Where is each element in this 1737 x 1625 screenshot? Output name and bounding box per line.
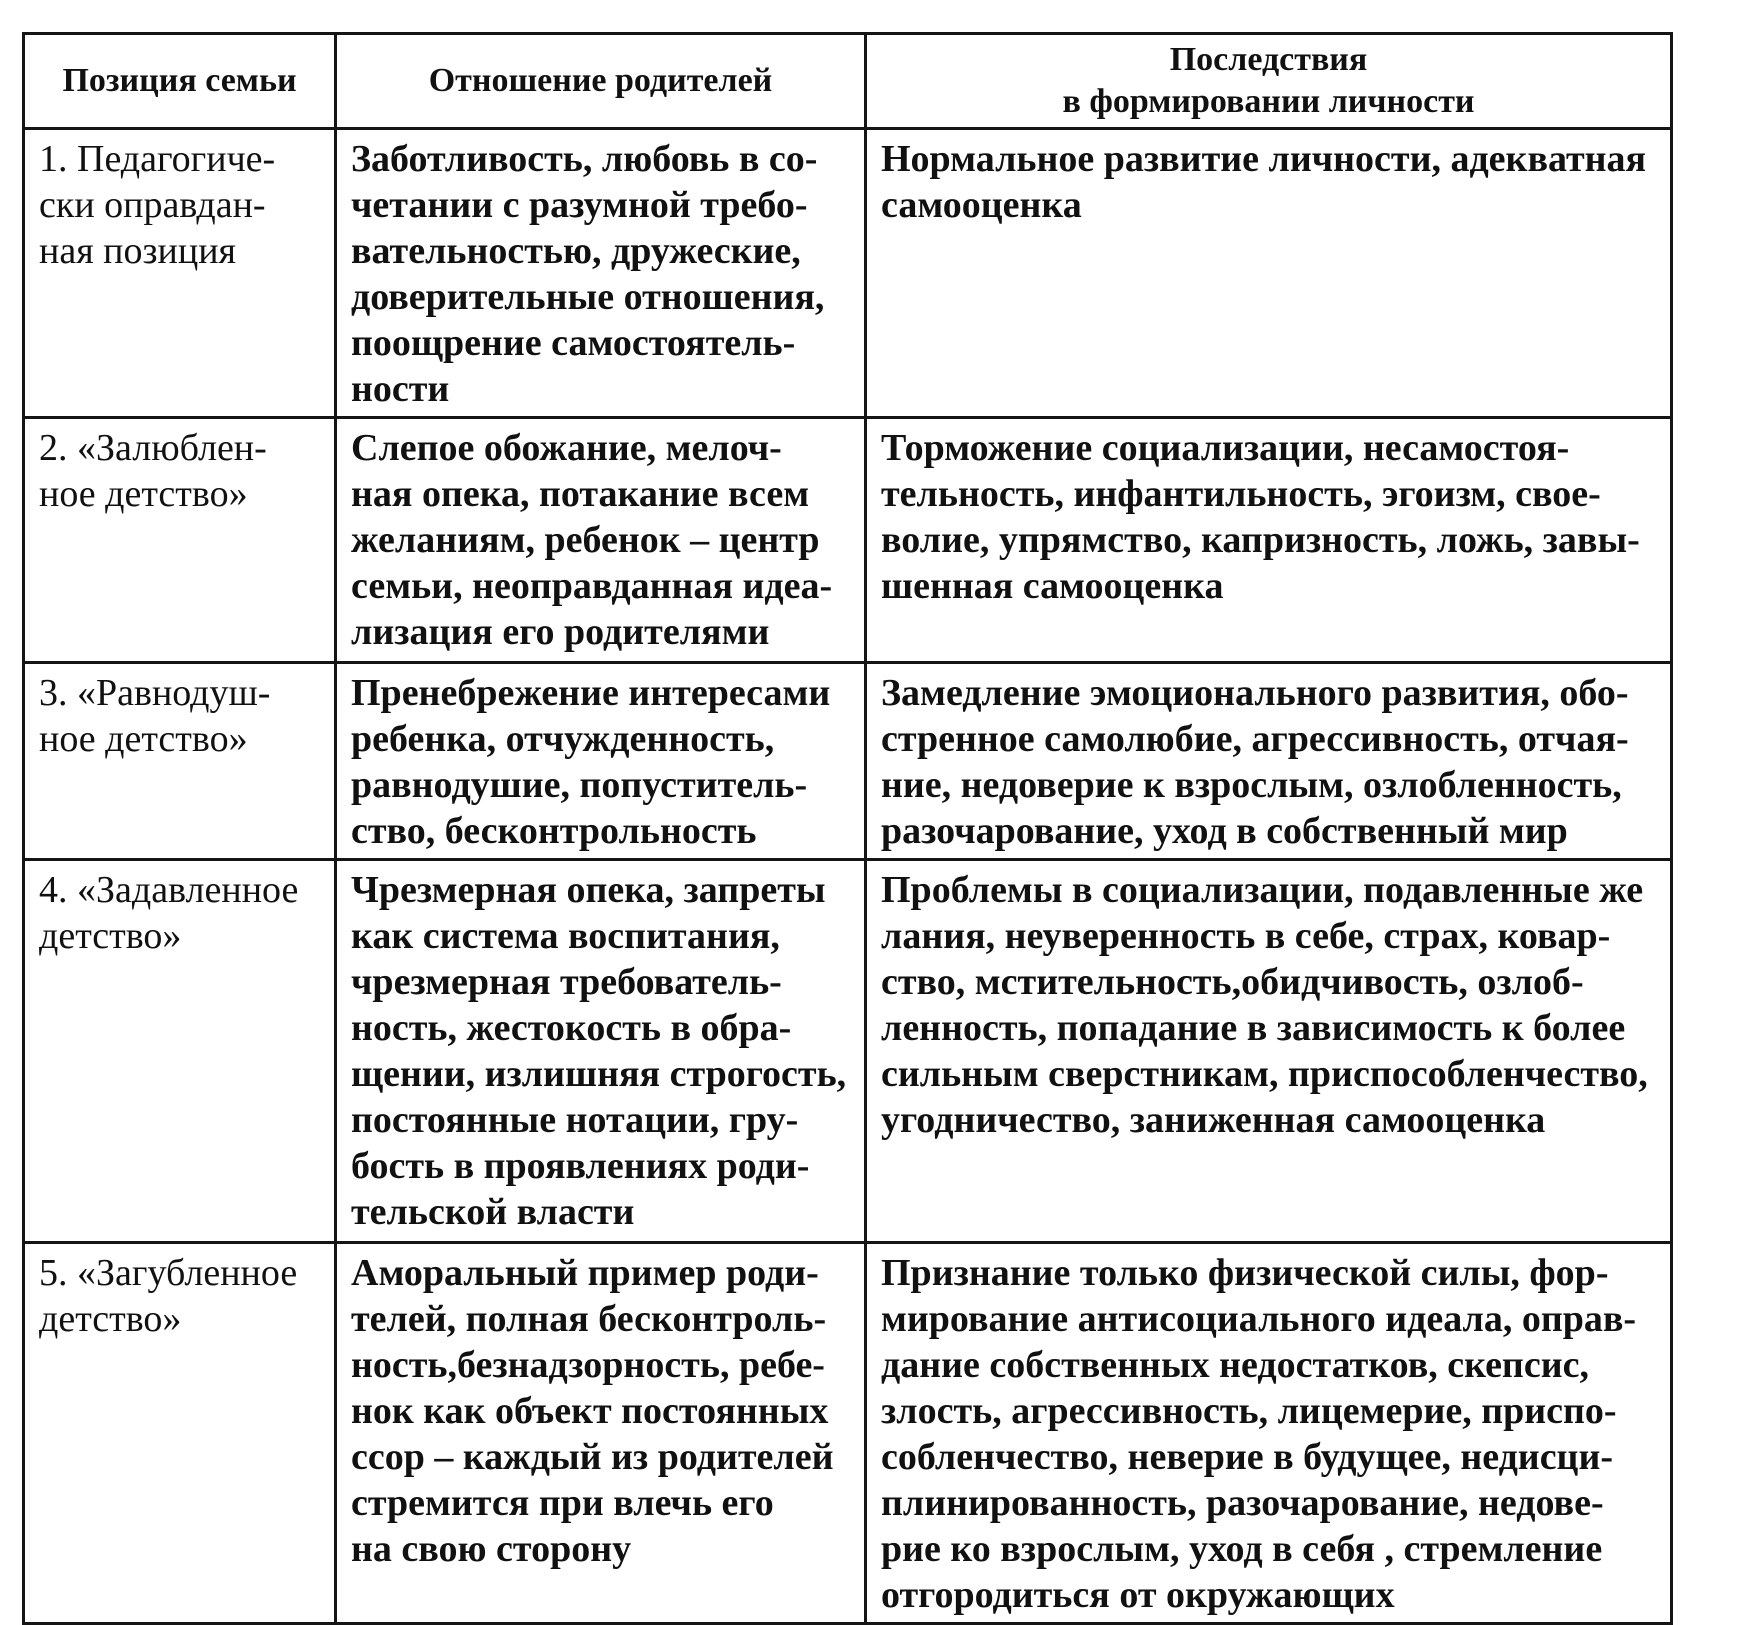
cell-attitude-text: Заботливость, любовь в со- четании с разумной требо- вательностью, дружеские, доверительные отношения, поощрение самостоятель- ности (351, 138, 825, 410)
document-page (22, 32, 1670, 1625)
cell-attitude (336, 663, 866, 860)
cell-position-text: 3. «Равнодуш- ное детство» (39, 672, 271, 760)
cell-attitude (336, 129, 866, 418)
table-row (24, 860, 1672, 1243)
cell-position (24, 860, 336, 1243)
header-family-position (24, 34, 336, 129)
cell-consequences (866, 1243, 1672, 1624)
cell-attitude-text: Чрезмерная опека, запреты как система воспитания, чрезмерная требователь- ность, жестокость в обра- щении, излишняя строгость, постоянные нотации, гру- бость в проявлениях роди- тельской власти (351, 869, 847, 1233)
cell-consequences-text: Признание только физической силы, фор- мирование антисоциального идеала, оправ- дание собственных недостатков, скепсис, злость, агрессивность, лицемерие, приспо- собленчество, неверие в будущее, недисци- плинированность, разочарование, недове- рие ко взрослым, уход в себя , стремление отгородиться от окружающих (881, 1252, 1637, 1616)
cell-position-text: 2. «Залюблен- ное детство» (39, 427, 267, 515)
cell-consequences (866, 860, 1672, 1243)
cell-position (24, 1243, 336, 1624)
header-parent-attitude-text: Отношение родителей (428, 62, 773, 99)
table-row (24, 129, 1672, 418)
cell-attitude (336, 1243, 866, 1624)
cell-consequences-text: Проблемы в социализации, подавленные же лания, неуверенность в себе, страх, ковар- ство, мстительность,обидчивость, озлоб- ленность, попадание в зависимость к более сильным сверстникам, приспособленчество, угодничество, заниженная самооценка (881, 869, 1648, 1141)
family-positions-table (22, 32, 1673, 1625)
cell-consequences-text: Торможение социализации, несамостоя- тельность, инфантильность, эгоизм, свое- волие, упрямство, капризность, ложь, завы- шенная самооценка (881, 427, 1640, 607)
table-row (24, 663, 1672, 860)
table-header-row (24, 34, 1672, 129)
cell-consequences (866, 129, 1672, 418)
cell-consequences-text: Нормальное развитие личности, адекватная самооценка (881, 138, 1647, 226)
cell-position (24, 129, 336, 418)
cell-attitude-text: Слепое обожание, мелоч- ная опека, потакание всем желаниям, ребенок – центр семьи, неоправданная идеа- лизация его родителями (351, 427, 833, 653)
header-consequences-text: Последствия в формировании личности (1062, 41, 1475, 120)
cell-position-text: 4. «Задавленное детство» (39, 869, 299, 957)
cell-position-text: 1. Педагогиче- ски оправдан- ная позиция (39, 138, 276, 272)
table-row (24, 418, 1672, 663)
table-row (24, 1243, 1672, 1624)
cell-position (24, 663, 336, 860)
cell-attitude (336, 418, 866, 663)
cell-consequences (866, 663, 1672, 860)
cell-attitude (336, 860, 866, 1243)
cell-consequences (866, 418, 1672, 663)
header-family-position-text: Позиция семьи (62, 62, 297, 99)
cell-attitude-text: Пренебрежение интересами ребенка, отчужденность, равнодушие, попуститель- ство, бесконтрольность (351, 672, 831, 852)
cell-consequences-text: Замедление эмоционального развития, обо- стренное самолюбие, агрессивность, отчая- ние, недоверие к взрослым, озлобленность, разочарование, уход в собственный мир (881, 672, 1629, 852)
header-parent-attitude (336, 34, 866, 129)
header-consequences (866, 34, 1672, 129)
cell-position (24, 418, 336, 663)
cell-position-text: 5. «Загубленное детство» (39, 1252, 298, 1340)
cell-attitude-text: Аморальный пример роди- телей, полная бесконтроль- ность,безнадзорность, ребе- нок как объект постоянных ссор – каждый из родителей стремится при влечь его на свою сторону (351, 1252, 834, 1570)
